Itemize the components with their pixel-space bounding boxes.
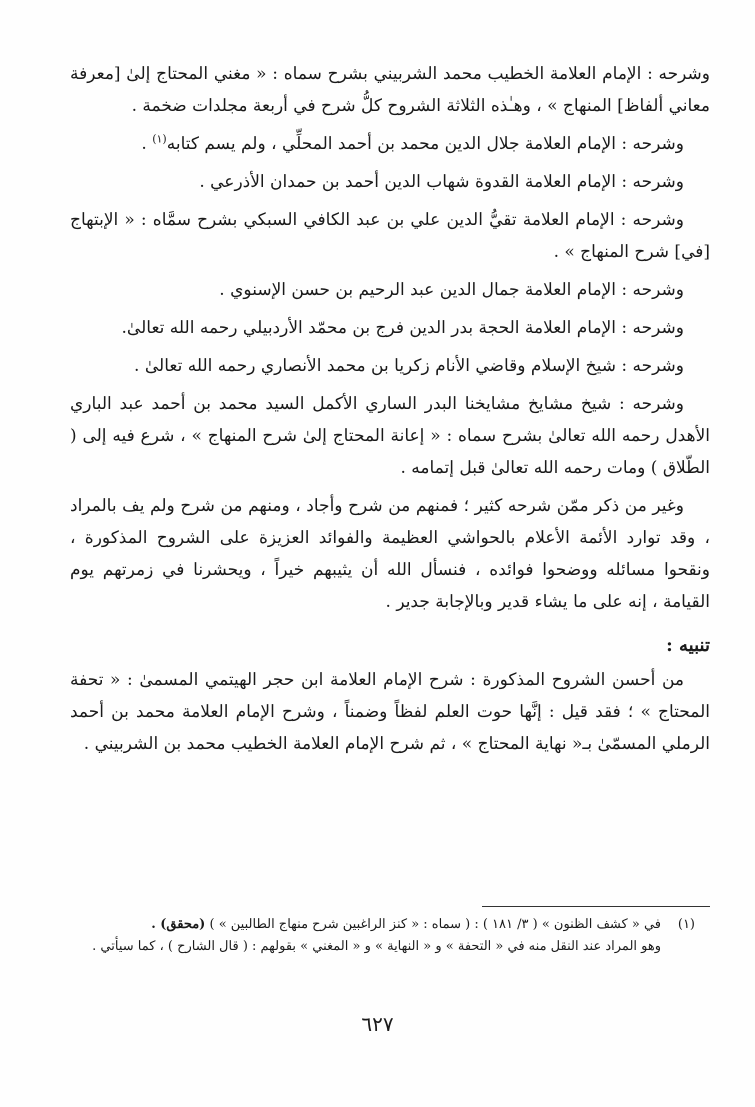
paragraph-isnawi: وشرحه : الإمام العلامة جمال الدين عبد الرحيم بن حسن الإسنوي .	[219, 280, 684, 300]
paragraph-mughni: وشرحه : الإمام العلامة الخطيب محمد الشربيني بشرح سماه : « مغني المحتاج إلىٰ [معرفة معاني ألفاظ] المنهاج » ، وهـٰذه الثلاثة الشروح كلُّ شرح في أربعة مجلدات ضخمة .	[70, 64, 710, 116]
paragraph-subki: وشرحه : الإمام العلامة تقيُّ الدين علي بن عبد الكافي السبكي بشرح سمَّاه : « الإبتهاج [في] شرح المنهاج » .	[70, 210, 710, 262]
notice-text: من أحسن الشروح المذكورة : شرح الإمام العلامة ابن حجر الهيتمي المسمىٰ : « تحفة المحتاج » ؛ فقد قيل : إنَّها حوت العلم لفظاً وضمناً ، وشرح الإمام العلامة محمد بن أحمد الرملي المسمّىٰ بـ« نهاية المحتاج » ، ثم شرح الإمام العلامة الخطيب محمد بن الشربيني .	[70, 670, 710, 754]
paragraph-ansari: وشرحه : شيخ الإسلام وقاضي الأنام زكريا بن محمد الأنصاري رحمه الله تعالىٰ .	[134, 356, 684, 376]
paragraph-mahalli	[70, 128, 710, 160]
footnote-number: (١)	[677, 917, 695, 932]
footnotes	[70, 914, 695, 958]
notice-heading: تنبيه :	[666, 635, 710, 656]
paragraph-mahalli-end: .	[141, 134, 153, 154]
footnote-line-1	[70, 914, 695, 936]
footnote-text-1: في « كشف الظنون » ( ٣/ ١٨١ ) : ( سماه : « كنز الراغبين شرح منهاج الطالبين » )	[209, 917, 661, 932]
paragraph-others: وغير من ذكر ممّن شرحه كثير ؛ فمنهم من شرح وأجاد ، ومنهم من شرح ولم يف بالمراد ، وقد توارد الأئمة الأعلام بالحواشي العظيمة والفوائد العزيزة على الشروح المذكورة ، ونقحوا مسائله ووضحوا فوائده ، فنسأل الله أن يثيبهم خيراً ، ويحشرنا في زمرتهم يوم القيامة ، إنه على ما يشاء قدير وبالإجابة جدير .	[70, 496, 710, 612]
page-number: ٦٢٧	[361, 1012, 394, 1036]
paragraph-mahalli-text: وشرحه : الإمام العلامة جلال الدين محمد بن أحمد المحلِّي ، ولم يسم كتابه	[166, 134, 684, 154]
footnote-ref[interactable]: (١)	[152, 132, 167, 146]
paragraph-ahdal: وشرحه : شيخ مشايخ مشايخنا البدر الساري الأكمل السيد محمد بن أحمد عبد الباري الأهدل رحمه الله تعالىٰ بشرح سماه : « إعانة المحتاج إلىٰ شرح المنهاج » ، شرع فيه إلى ( الطّلاق ) ومات رحمه الله تعالىٰ قبل إتمامه .	[70, 394, 710, 478]
main-text	[70, 58, 710, 766]
paragraph-ardabili: وشرحه : الإمام العلامة الحجة بدر الدين فرج بن محمّد الأردبيلي رحمه الله تعالىٰ.	[121, 318, 684, 338]
footnote-divider	[482, 906, 710, 907]
paragraph-adhraee: وشرحه : الإمام العلامة القدوة شهاب الدين أحمد بن حمدان الأذرعي .	[199, 172, 684, 192]
footnote-muhaqqiq: (محقق) .	[151, 917, 206, 932]
footnote-text-2: وهو المراد عند النقل منه في « التحفة » و « النهاية » و « المغني » بقولهم : ( قال الشارح ) ، كما سيأتي .	[92, 939, 661, 954]
